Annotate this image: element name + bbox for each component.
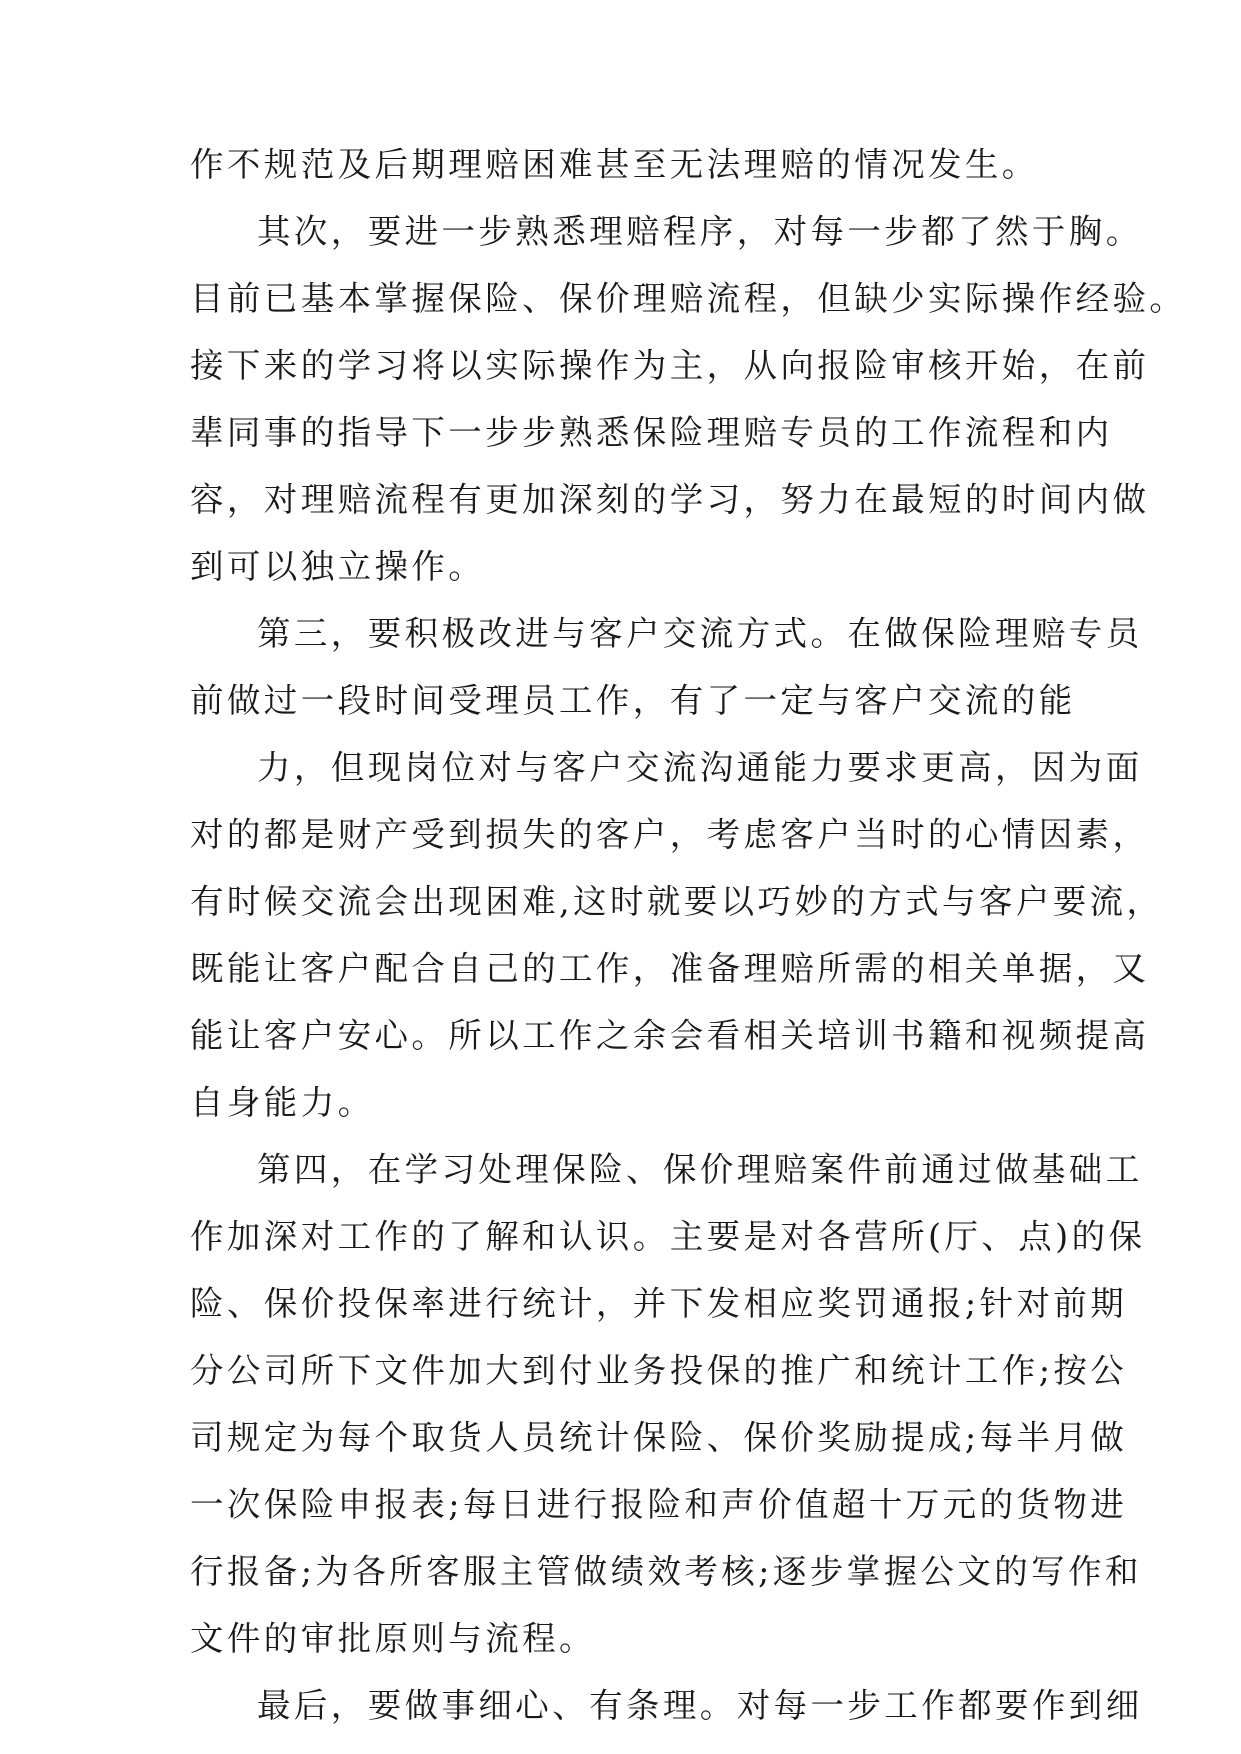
text-line: 文件的审批原则与流程。 [190,1619,596,1658]
text-line: 一次保险申报表;每日进行报险和声价值超十万元的货物进 [190,1485,1128,1524]
text-line: 分公司所下文件加大到付业务投保的推广和统计工作;按公 [190,1351,1128,1390]
text-line: 作不规范及后期理赔困难甚至无法理赔的情况发生。 [190,145,1039,184]
text-line: 容，对理赔流程有更加深刻的学习，努力在最短的时间内做 [190,480,1150,519]
text-line: 最后，要做事细心、有条理。对每一步工作都要作到细 [257,1686,1143,1725]
text-line: 辈同事的指导下一步步熟悉保险理赔专员的工作流程和内 [190,413,1113,452]
text-line: 其次，要进一步熟悉理赔程序，对每一步都了然于胸。 [257,212,1143,251]
text-line: 险、保价投保率进行统计，并下发相应奖罚通报;针对前期 [190,1284,1128,1323]
text-line: 能让客户安心。所以工作之余会看相关培训书籍和视频提高 [190,1016,1150,1055]
text-line: 目前已基本掌握保险、保价理赔流程，但缺少实际操作经验。 [190,279,1187,318]
text-line: 自身能力。 [190,1083,375,1122]
text-line: 第三，要积极改进与客户交流方式。在做保险理赔专员 [257,614,1143,653]
text-line: 第四，在学习处理保险、保价理赔案件前通过做基础工 [257,1150,1143,1189]
text-line: 有时候交流会出现困难,这时就要以巧妙的方式与客户要流， [190,882,1164,921]
text-line: 既能让客户配合自己的工作，准备理赔所需的相关单据，又 [190,949,1150,988]
text-line: 司规定为每个取货人员统计保险、保价奖励提成;每半月做 [190,1418,1128,1457]
text-line: 到可以独立操作。 [190,547,486,586]
text-line: 前做过一段时间受理员工作，有了一定与客户交流的能 [190,681,1076,720]
text-line: 力，但现岗位对与客户交流沟通能力要求更高，因为面 [257,748,1143,787]
text-line: 接下来的学习将以实际操作为主，从向报险审核开始，在前 [190,346,1150,385]
text-line: 行报备;为各所客服主管做绩效考核;逐步掌握公文的写作和 [190,1552,1142,1591]
text-line: 对的都是财产受到损失的客户，考虑客户当时的心情因素， [190,815,1150,854]
text-line: 作加深对工作的了解和认识。主要是对各营所(厅、点)的保 [190,1217,1146,1256]
